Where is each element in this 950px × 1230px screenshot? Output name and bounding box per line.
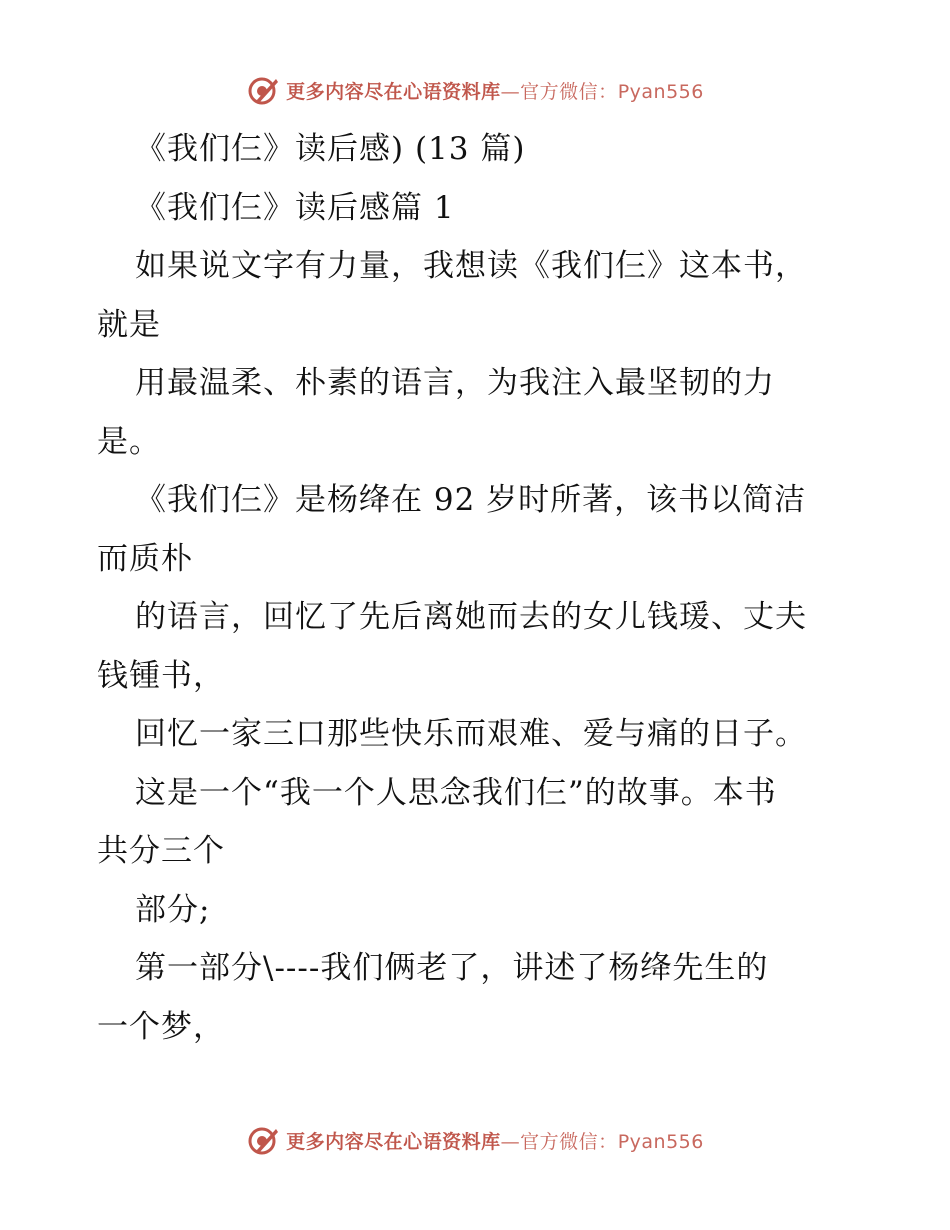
text-line: 钱锺书， (97, 657, 225, 694)
text-line: 如果说文字有力量，我想读《我们仨》这本书， (135, 248, 807, 284)
footer-text (286, 1127, 704, 1154)
text-line: 的语言，回忆了先后离她而去的女儿钱瑗、丈夫 (135, 599, 807, 635)
text-line: 用最温柔、朴素的语言，为我注入最坚韧的力 (135, 365, 775, 401)
footer-banner (0, 1120, 950, 1160)
text-line: 第一部分\----我们俩老了，讲述了杨绛先生的 (135, 950, 769, 986)
document-body (97, 120, 857, 1056)
pen-logo-icon (246, 73, 280, 107)
pen-logo-icon (246, 1123, 280, 1157)
text-line: 共分三个 (97, 833, 225, 869)
header-text (286, 77, 704, 104)
text-line: 部分; (135, 891, 211, 928)
footer-wechat-id: Pyan556 (617, 1130, 704, 1153)
text-line: 回忆一家三口那些快乐而艰难、爱与痛的日子。 (135, 716, 807, 752)
header-wechat-label: 官方微信： (520, 80, 618, 103)
footer-dash: — (500, 1130, 521, 1153)
text-line: 《我们仨》读后感篇 1 (135, 189, 455, 226)
footer-brand-text: 更多内容尽在心语资料库 (286, 1130, 501, 1153)
text-line: 《我们仨》是杨绛在 92 岁时所著，该书以简洁 (135, 482, 807, 518)
text-line: 就是 (97, 306, 161, 343)
text-line: 这是一个“我一个人思念我们仨”的故事。本书 (135, 774, 777, 811)
text-line: 是。 (97, 423, 161, 460)
text-line: 《我们仨》读后感) (13 篇) (135, 131, 526, 167)
header-banner (0, 70, 950, 110)
text-line: 一个梦， (97, 1008, 225, 1045)
header-dash: — (500, 80, 521, 103)
text-line: 而质朴 (97, 540, 193, 577)
header-wechat-id: Pyan556 (617, 80, 704, 103)
header-brand-text: 更多内容尽在心语资料库 (286, 80, 501, 103)
footer-wechat-label: 官方微信： (520, 1130, 618, 1153)
